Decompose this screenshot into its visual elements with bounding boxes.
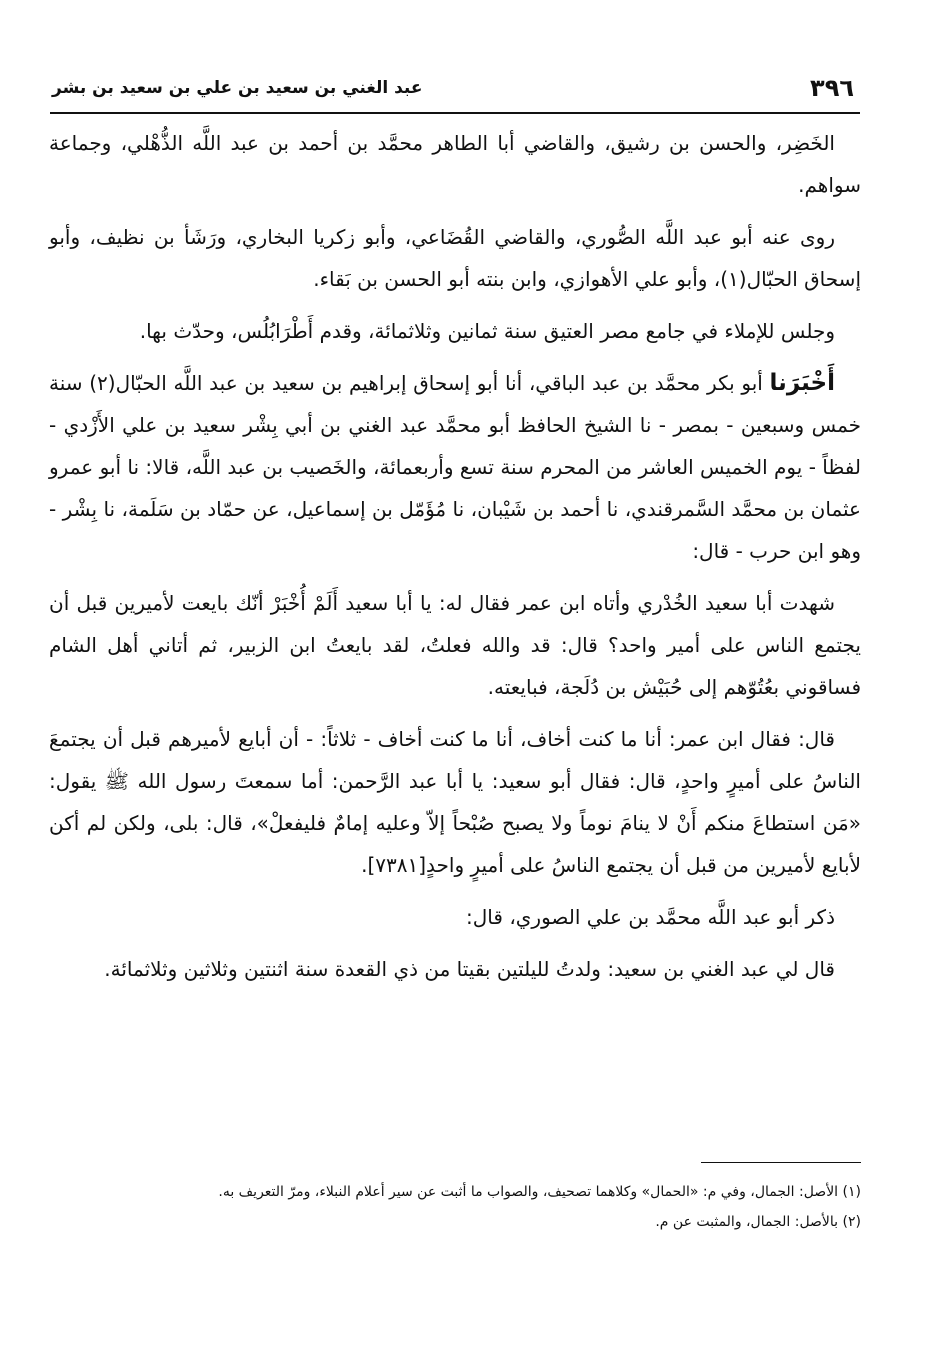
- paragraph: روى عنه أبو عبد اللَّه الصُّوري، والقاضي القُضَاعي، وأبو زكريا البخاري، ورَشَأ بن نظيف، وأبو إسحاق الحبّال(١)، وأبو علي الأهوازي، وابن بنته أبو الحسن بن بَقاء.: [49, 225, 861, 291]
- footnotes: [51, 1180, 861, 1240]
- running-title: عبد الغني بن سعيد بن علي بن سعيد بن بشر: [52, 78, 423, 98]
- footnote: (١) الأصل: الجمال، وفي م: «الحمال» وكلاهما تصحيف، والصواب ما أثبت عن سير أعلام النبلاء، ومرّ التعريف به.: [218, 1184, 861, 1200]
- paragraph: شهدت أبا سعيد الخُدْري وأتاه ابن عمر فقال له: يا أبا سعيد أَلَمْ أُخْبَرْ أنّك بايعت لأميرين قبل أن يجتمع الناس على أمير واحد؟ قال: قد والله فعلتُ، لقد بايعتُ ابن الزبير، ثم أتاني أهل الشام فساقوني بعُتُوّهم إلى حُبَيْش بن دُلَجة، فبايعته.: [49, 591, 861, 699]
- paragraph: وجلس للإملاء في جامع مصر العتيق سنة ثمانين وثلاثمائة، وقدم أَطْرَابُلُس، وحدّث بها.: [139, 319, 835, 343]
- page-header: [50, 74, 860, 114]
- lead-word: أَخْبَرَنا: [769, 370, 835, 396]
- footnote-divider: [701, 1162, 861, 1163]
- page-number: ٣٩٦: [810, 74, 854, 102]
- main-text: [49, 122, 861, 1000]
- paragraph: قال لي عبد الغني بن سعيد: ولدتُ لليلتين بقيتا من ذي القعدة سنة اثنتين وثلاثين وثلاثمائة.: [104, 957, 835, 981]
- footnote: (٢) بالأصل: الجمال، والمثبت عن م.: [655, 1214, 861, 1230]
- paragraph: ذكر أبو عبد اللَّه محمَّد بن علي الصوري، قال:: [466, 905, 835, 929]
- paragraph: الخَضِر، والحسن بن رشيق، والقاضي أبا الطاهر محمَّد بن أحمد بن عبد اللَّه الذُّهْلي، وجماعة سواهم.: [49, 131, 861, 197]
- paragraph: قال: فقال ابن عمر: أنا ما كنت أخاف، أنا ما كنت أخاف - ثلاثاً: - أن أبايع لأميرهم قبل أن يجتمعَ الناسُ على أميرٍ واحدٍ، قال: فقال أبو سعيد: يا أبا عبد الرَّحمن: أما سمعتَ رسول الله ﷺ يقول: «مَن استطاعَ منكم أَنْ لا ينامَ نوماً ولا يصبح صُبْحاً إلاّ وعليه إمامٌ فليفعلْ»، قال: بلى، ولكن لم أكن لأبايع لأميرين من قبل أن يجتمع الناسُ على أميرٍ واحدٍ[٧٣٨١].: [49, 727, 861, 877]
- paragraph: أَخْبَرَنا أبو بكر محمَّد بن عبد الباقي، أنا أبو إسحاق إبراهيم بن سعيد بن عبد اللَّه الحبّال(٢) سنة خمس وسبعين - بمصر - نا الشيخ الحافظ أبو محمَّد عبد الغني بن أبي بِشْر سعيد بن علي الأَزْدي - لفظاً - يوم الخميس العاشر من المحرم سنة تسع وأربعمائة، والخَصيب بن عبد اللَّه، قالا: نا أبو عمرو عثمان بن محمَّد السَّمرقندي، نا أحمد بن شَيْبان، نا مُؤَمّل بن إسماعيل، عن حمّاد بن سَلَمة، نا بِشْر - وهو ابن حرب - قال:: [49, 370, 861, 563]
